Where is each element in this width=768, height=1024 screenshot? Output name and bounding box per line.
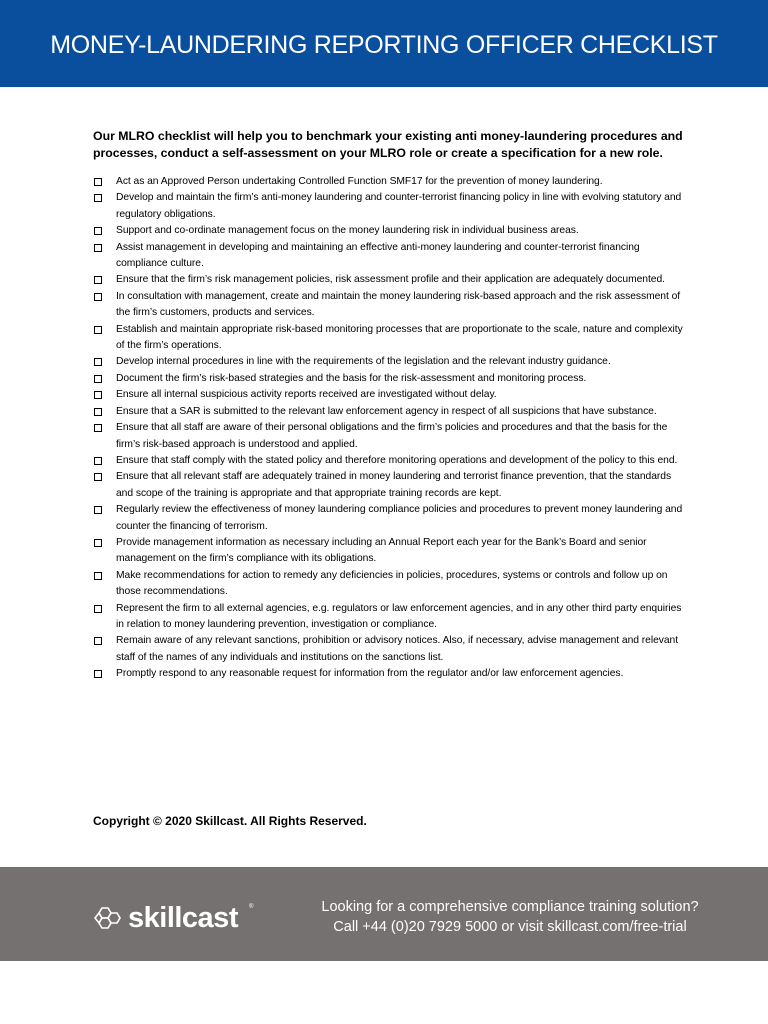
checkbox[interactable] [94, 605, 102, 613]
checklist-item-text: Remain aware of any relevant sanctions, prohibition or advisory notices. Also, if necessary, advise management and relevant staff of the names of any individuals and institutions on the sanctions list. [116, 635, 679, 663]
checklist [93, 174, 683, 683]
intro-paragraph: Our MLRO checklist will help you to benchmark your existing anti money-laundering procedures and processes, conduct a self-assessment on your MLRO role or create a specification for a new role. [93, 129, 683, 160]
skillcast-logo[interactable] [94, 902, 254, 935]
checklist-item [93, 322, 683, 355]
promo-line-1: Looking for a comprehensive compliance training solution? [321, 899, 699, 915]
checklist-item [93, 371, 683, 387]
checklist-item-text: Support and co-ordinate management focus on the money laundering risk in individual business areas. [116, 225, 579, 237]
checkbox[interactable] [94, 506, 102, 514]
checkbox[interactable] [94, 539, 102, 547]
checkbox[interactable] [94, 194, 102, 202]
page-title: MONEY-LAUNDERING REPORTING OFFICER CHECKLIST [50, 31, 718, 59]
checklist-item [93, 420, 683, 453]
checklist-item [93, 535, 683, 568]
checkbox[interactable] [94, 227, 102, 235]
checklist-item [93, 272, 683, 288]
checklist-item-text: Ensure that staff comply with the stated policy and therefore monitoring operations and development of the policy to this end. [116, 454, 678, 466]
checkbox[interactable] [94, 637, 102, 645]
checklist-item [93, 289, 683, 322]
checklist-item-text: Document the firm’s risk-based strategies and the basis for the risk-assessment and monitoring process. [116, 372, 587, 384]
checklist-item [93, 601, 683, 634]
checklist-item [93, 240, 683, 273]
checklist-item [93, 354, 683, 370]
copyright-text: Copyright © 2020 Skillcast. All Rights Reserved. [93, 814, 367, 828]
checklist-item-text: Develop internal procedures in line with the requirements of the legislation and the relevant industry guidance. [116, 356, 611, 368]
checklist-item-text: Make recommendations for action to remedy any deficiencies in policies, procedures, systems or controls and follow up on those recommendations. [116, 569, 668, 598]
header-banner [0, 0, 768, 87]
checklist-item-text: Establish and maintain appropriate risk-based monitoring processes that are proportionate to the scale, nature and complexity of the firm’s operations. [116, 323, 683, 352]
promo-line-2: Call +44 (0)20 7929 5000 or visit skillcast.com/free-trial [333, 919, 687, 935]
checkbox[interactable] [94, 178, 102, 186]
checklist-item [93, 174, 683, 190]
checklist-item-text: Ensure all internal suspicious activity reports received are investigated without delay. [116, 389, 497, 401]
checkbox[interactable] [94, 391, 102, 399]
checkbox[interactable] [94, 670, 102, 678]
checklist-item [93, 190, 683, 223]
checklist-item [93, 633, 683, 666]
checkbox[interactable] [94, 457, 102, 465]
checklist-item [93, 502, 683, 535]
checklist-item [93, 387, 683, 403]
checklist-item-text: Develop and maintain the firm’s anti-money laundering and counter-terrorist financing policy in line with evolving statutory and regulatory obligations. [116, 192, 682, 220]
checklist-item-text: Regularly review the effectiveness of money laundering compliance policies and procedures to prevent money laundering and counter the financing of terrorism. [116, 504, 683, 532]
checklist-item [93, 404, 683, 420]
checkbox[interactable] [94, 293, 102, 301]
logo-wordmark: skillcast [128, 902, 238, 934]
checkbox[interactable] [94, 473, 102, 481]
checklist-item [93, 666, 683, 682]
checkbox[interactable] [94, 358, 102, 366]
checkbox[interactable] [94, 276, 102, 284]
checkbox[interactable] [94, 424, 102, 432]
checklist-item [93, 469, 683, 502]
checklist-item-text: Assist management in developing and maintaining an effective anti-money laundering and counter-terrorist financing compliance culture. [116, 241, 640, 270]
footer-promo [300, 897, 720, 937]
checkbox[interactable] [94, 572, 102, 580]
checkbox[interactable] [94, 326, 102, 334]
checklist-item-text: In consultation with management, create and maintain the money laundering risk-based approach and the risk assessment of the firm’s customers, products and services. [116, 290, 681, 319]
checklist-item [93, 453, 683, 469]
checklist-item-text: Ensure that the firm’s risk management policies, risk assessment profile and their application are adequately documented. [116, 274, 665, 286]
checklist-item [93, 223, 683, 239]
checklist-item-text: Represent the firm to all external agencies, e.g. regulators or law enforcement agencies, and in any other third party enquiries in relation to money laundering prevention, investigation or compliance. [116, 602, 682, 630]
checkbox[interactable] [94, 375, 102, 383]
checkbox[interactable] [94, 244, 102, 252]
checklist-item [93, 568, 683, 601]
checkbox[interactable] [94, 408, 102, 416]
checklist-item-text: Ensure that all relevant staff are adequately trained in money laundering and terrorist finance prevention, that the standards and scope of the training is appropriate and that appropriate training records are kept. [116, 471, 672, 499]
checklist-item-text: Promptly respond to any reasonable request for information from the regulator and/or law enforcement agencies. [116, 668, 624, 680]
checklist-item-text: Act as an Approved Person undertaking Controlled Function SMF17 for the prevention of money laundering. [116, 176, 603, 187]
skillcast-logo-icon [94, 906, 124, 932]
checklist-item-text: Ensure that a SAR is submitted to the relevant law enforcement agency in respect of all suspicions that have substance. [116, 405, 657, 417]
checklist-item-text: Ensure that all staff are aware of their personal obligations and the firm’s policies and procedures and that the basis for the firm’s risk-based approach is understood and applied. [116, 422, 668, 450]
trademark-mark: ® [249, 904, 254, 910]
checklist-item-text: Provide management information as necessary including an Annual Report each year for the Bank’s Board and senior management on the firm’s compliance with its obligations. [116, 536, 647, 565]
